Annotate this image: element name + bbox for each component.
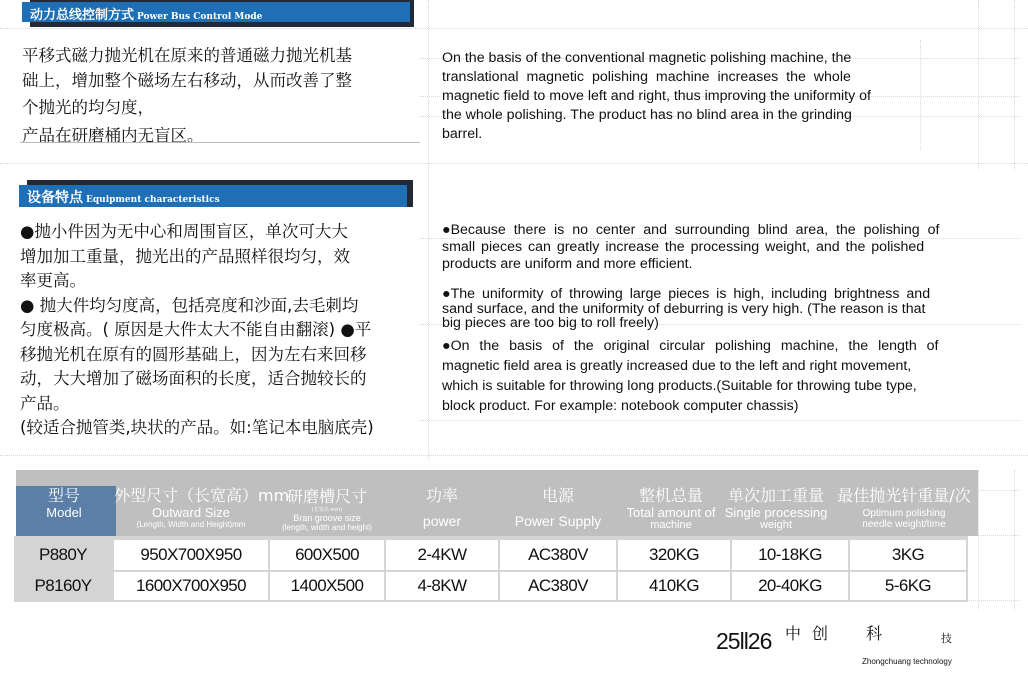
- header-en: Bran groove size: [293, 513, 361, 523]
- header-cn: 研磨槽尺寸: [286, 487, 367, 506]
- mode-description-en: [442, 49, 932, 144]
- header-outward-size: [114, 486, 290, 529]
- table-cell: AC380V: [500, 540, 616, 570]
- text-line: ● 抛大件均匀度高，包括亮度和沙面,去毛刺均: [20, 295, 359, 315]
- text-line: translational magnetic polishing machine increases the whole: [442, 69, 851, 85]
- brand-cn-2: 创: [812, 624, 829, 643]
- section-header-control-mode: [22, 0, 414, 27]
- table-cell: 1600X700X950: [114, 572, 268, 600]
- brand-en: Zhongchuang technology: [862, 657, 952, 666]
- page-numbers: 25ll26: [716, 628, 772, 654]
- text-line: barrel.: [442, 126, 483, 142]
- text-line: ●Because there is no center and surrounding blind area, the polishing of: [442, 222, 940, 238]
- header-en2: machine: [650, 519, 692, 531]
- brand-cn-3: 科: [866, 624, 883, 643]
- features-paragraph-1-en: [442, 222, 982, 273]
- table-cell: AC380V: [500, 572, 616, 600]
- text-line: 增加加工重量，抛光出的产品照样很均匀，效: [20, 246, 350, 266]
- text-line: 率更高。: [20, 271, 86, 290]
- table-cell: 2-4KW: [386, 540, 498, 570]
- section-title-cn: 动力总线控制方式: [30, 8, 135, 23]
- text-line: products are uniform and more efficient.: [442, 256, 693, 272]
- section-title-en: Equipment characteristics: [86, 195, 220, 205]
- header-power-supply: [500, 486, 616, 528]
- table-cell: 320KG: [618, 540, 730, 570]
- header-cn: 电源: [541, 486, 574, 505]
- header-en: Power Supply: [514, 513, 602, 529]
- table-cell: 1400X500: [270, 572, 384, 600]
- section-header-features: [19, 180, 413, 207]
- brand-cn-4: 技: [941, 632, 952, 645]
- table-cell: 20-40KG: [732, 572, 848, 600]
- header-en: Outward Size: [151, 505, 231, 520]
- header-sub: (Length, Width and Height)mm: [136, 520, 246, 529]
- header-en: Total amount of: [626, 505, 716, 520]
- header-en: Optimum polishing: [862, 508, 946, 519]
- table-cell: 10-18KG: [732, 540, 848, 570]
- text-line: On the basis of the conventional magnetic polishing machine, the: [442, 50, 852, 66]
- header-en: power: [422, 513, 462, 529]
- text-line: ●On the basis of the original circular polishing machine, the length of: [442, 338, 939, 354]
- table-cell: 410KG: [618, 572, 730, 600]
- text-line: small pieces can greatly increase the processing weight, and the polished: [442, 239, 925, 255]
- text-line: 匀度极高。( 原因是大件太大不能自由翻滚) ●平: [20, 320, 372, 339]
- header-cn: 功率: [425, 486, 458, 505]
- features-description-cn: [20, 220, 425, 441]
- header-en2: needle weight/time: [862, 519, 946, 530]
- mode-description-cn: [22, 44, 422, 148]
- header-cn: 型号: [47, 486, 80, 505]
- section-title-cn: 设备特点: [27, 190, 83, 206]
- text-line: magnetic field area is greatly increased due to the left and right movement,: [442, 358, 912, 374]
- text-line: ●抛小件因为无中心和周围盲区，单次可大大: [20, 222, 348, 241]
- header-en: Model: [46, 505, 82, 520]
- brand-cn-1: 中: [785, 624, 802, 643]
- header-total-amount: [622, 486, 720, 531]
- header-sub: (length, width and height): [282, 523, 372, 532]
- header-power: [398, 486, 486, 528]
- header-cn: 外型尺寸（长宽高）mm: [114, 486, 290, 505]
- table-cell: P880Y: [38, 545, 88, 564]
- header-en2: weight: [760, 519, 792, 531]
- text-line: which is suitable for throwing long products.(Suitable for throwing tube type,: [442, 378, 917, 394]
- table-cell: 600X500: [270, 540, 384, 570]
- header-optimum-needle: [832, 486, 976, 530]
- text-line: block product. For example: notebook computer chassis): [442, 398, 799, 414]
- features-paragraph-3-en: [442, 336, 982, 416]
- text-line: 动，大大增加了磁场面积的长度，适合抛较长的: [20, 369, 367, 388]
- text-line: 移抛光机在原有的圆形基础上，因为左右来回移: [20, 344, 367, 364]
- text-line: 产品在研磨桶内无盲区。: [22, 125, 204, 145]
- text-line: big pieces are too big to roll freely): [442, 315, 659, 331]
- features-paragraph-2-en: [442, 287, 982, 331]
- header-tiny: (长宽高 mm): [311, 507, 343, 513]
- header-cn: 单次加工重量: [727, 486, 824, 505]
- header-single-weight: [722, 486, 830, 531]
- table-cell: 950X700X950: [114, 540, 268, 570]
- text-line: sand surface, and the uniformity of deburring is very high. (The reason is that: [442, 300, 926, 317]
- header-en: Single processing: [724, 505, 828, 520]
- header-groove-size: [272, 487, 382, 532]
- table-cell: P8160Y: [34, 576, 92, 595]
- text-line: 础上，增加整个磁场左右移动，从而改善了整: [22, 70, 352, 90]
- table-cell: 4-8KW: [386, 572, 498, 600]
- text-line: 个抛光的均匀度，: [22, 98, 154, 117]
- text-line: 平移式磁力抛光机在原来的普通磁力抛光机基: [22, 46, 352, 65]
- table-cell: 5-6KG: [850, 572, 966, 600]
- text-line: magnetic field to move left and right, thus improving the uniformity of: [442, 88, 871, 104]
- text-line: ●The uniformity of throwing large pieces is high, including brightness and: [442, 286, 931, 302]
- text-line: the whole polishing. The product has no blind area in the grinding: [442, 107, 852, 123]
- header-cn: 最佳抛光针重量/次: [837, 486, 971, 505]
- table-cell: 3KG: [850, 540, 966, 570]
- header-cn: 整机总量: [638, 486, 703, 505]
- text-line: (较适合抛管类,块状的产品。如:笔记本电脑底壳): [20, 418, 374, 437]
- text-line: 产品。: [20, 393, 70, 413]
- section-title-en: Power Bus Control Mode: [137, 12, 263, 22]
- header-model: [36, 486, 92, 520]
